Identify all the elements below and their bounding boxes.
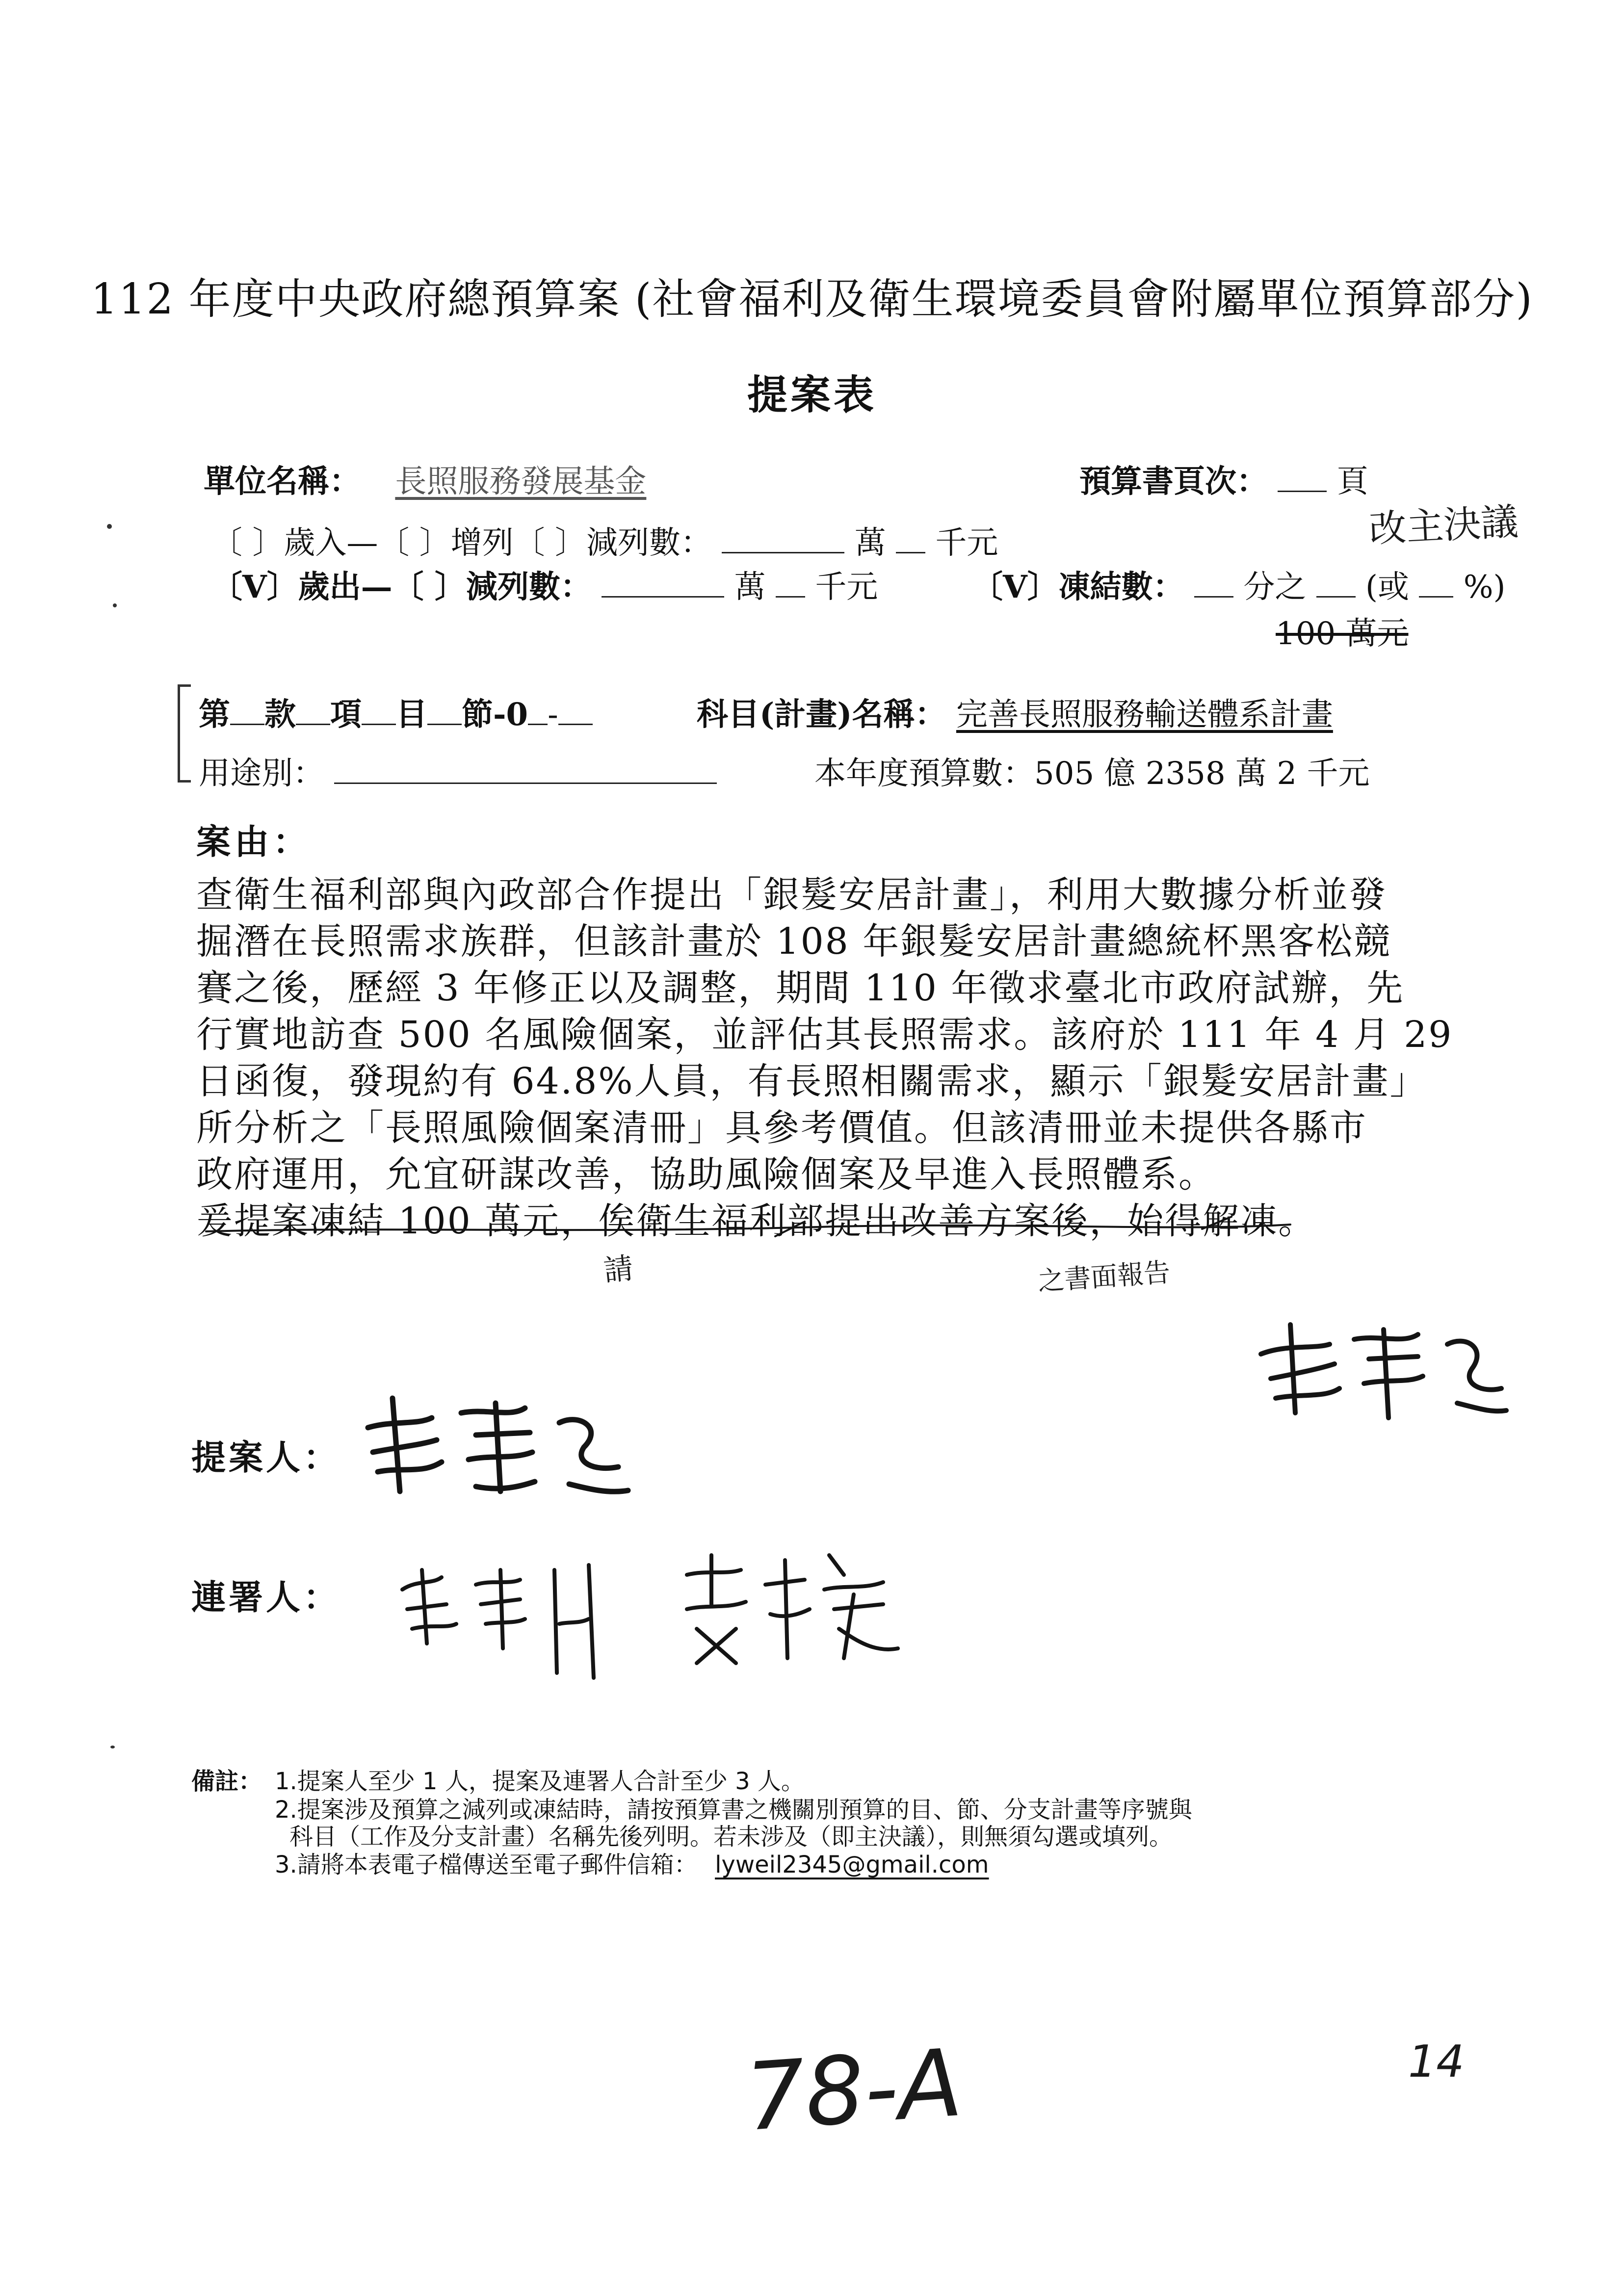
reason-line-4: 行實地訪查 500 名風險個案，並評估其長照需求。該府於 111 年 4 月 29: [196, 1014, 1453, 1056]
freeze-label: 〔V〕凍結數：: [971, 569, 1184, 605]
budget-page-blank: [1278, 464, 1327, 492]
freeze-line: [971, 562, 1505, 607]
unit-name-value: 長照服務發展基金: [395, 464, 647, 500]
note-item-2: 2.提案涉及預算之減列或凍結時，請按預算書之機關別預算的目、節、分支計畫等序號與: [275, 1796, 1192, 1824]
expense-prefix: 〔V〕歲出—〔 〕減列數：: [211, 569, 592, 605]
reason-line-1: 查衛生福利部與內政部合作提出「銀髮安居計畫」，利用大數據分析並發: [196, 874, 1387, 916]
section-mu: 目: [396, 696, 427, 733]
proposer-label: 提案人：: [191, 1437, 341, 1478]
scan-speck: [107, 524, 112, 529]
expense-unit2: 千元: [815, 569, 878, 605]
section-xiang-blank: [296, 697, 330, 725]
annual-budget-row: [814, 748, 1369, 793]
usage-label: 用途別：: [199, 756, 324, 792]
freeze-percent-open: (或: [1365, 569, 1409, 605]
scan-speck: [113, 603, 117, 607]
handwritten-insert-written-report: 之書面報告: [1037, 1256, 1172, 1297]
reason-line-6: 所分析之「長照風險個案清冊」具參考價值。但該清冊並未提供各縣市: [196, 1107, 1367, 1149]
margin-signature-image: [1256, 1315, 1511, 1433]
cosigner-signature-1-image: [393, 1550, 667, 1688]
annual-budget-label: 本年度預算數：: [814, 756, 1034, 792]
freeze-struck-amount: 100 萬元: [1276, 616, 1409, 652]
section-jie: 節-0: [462, 696, 528, 733]
handwritten-page-number: 14: [1408, 2036, 1465, 2087]
item-name-value: 完善長照服務輸送體系計畫: [956, 697, 1333, 733]
usage-row: [199, 748, 717, 793]
section-last-blank: [558, 697, 593, 725]
document-title: 112 年度中央政府總預算案 (社會福利及衛生環境委員會附屬單位預算部分): [91, 275, 1533, 324]
reason-line-3: 賽之後，歷經 3 年修正以及調整，期間 110 年徵求臺北市政府試辦，先: [196, 967, 1405, 1009]
item-name-row: [697, 689, 1333, 734]
reason-line-2: 掘潛在長照需求族群，但該計畫於 108 年銀髮安居計畫總統杯黑客松競: [196, 920, 1392, 963]
section-bracket: [178, 684, 191, 783]
section-kuan-blank: [230, 697, 264, 725]
freeze-percent-close: %): [1463, 569, 1506, 605]
expense-thousand-blank: [776, 570, 805, 598]
section-dash: -: [548, 697, 558, 733]
reason-heading: 案由：: [196, 821, 311, 862]
form-subtitle: 提案表: [747, 371, 877, 418]
cosigner-label: 連署人：: [191, 1577, 341, 1618]
note-item-3-row: [275, 1846, 989, 1879]
section-xiang: 項: [330, 696, 362, 733]
reason-line-5: 日函復，發現約有 64.8%人員，有長照相關需求，顯示「銀髮安居計畫」: [196, 1060, 1428, 1102]
budget-page-label: 預算書頁次：: [1079, 463, 1268, 500]
section-sub-blank: [528, 697, 548, 725]
expense-amount-blank: [602, 570, 724, 598]
budget-page-row: [1079, 456, 1368, 501]
reason-line-8: 爰提案凍結 100 萬元，俟衛生福利部提出改善方案後，始得解凍。: [196, 1200, 1316, 1242]
section-jie-blank: [427, 697, 462, 725]
section-di: 第: [199, 696, 230, 733]
note-item-3: 3.請將本表電子檔傳送至電子郵件信箱：: [275, 1851, 698, 1879]
revenue-amount-blank: [722, 525, 844, 553]
scan-speck: [110, 1746, 115, 1748]
budget-page-suffix: 頁: [1336, 464, 1368, 500]
note-email-link[interactable]: lyweil2345@gmail.com: [715, 1851, 989, 1879]
revenue-thousand-blank: [896, 525, 925, 553]
handwritten-resolution-note: 改主決議: [1368, 499, 1519, 551]
revenue-line: [211, 518, 998, 563]
expense-line: [211, 562, 878, 607]
freeze-numerator-blank: [1316, 570, 1356, 598]
cosigner-signature-2-image: [677, 1545, 913, 1673]
revenue-prefix: 〔 〕歲入—〔 〕增列〔 〕減列數：: [211, 525, 712, 561]
handwritten-document-code: 78-A: [742, 2028, 966, 2152]
expense-unit1: 萬: [734, 569, 766, 605]
unit-name-label: 單位名稱：: [204, 463, 361, 500]
section-mu-blank: [362, 697, 396, 725]
revenue-unit2: 千元: [935, 525, 998, 561]
section-line: [199, 689, 593, 734]
annual-budget-value: 505 億 2358 萬 2 千元: [1034, 756, 1370, 792]
note-item-2-continued: 科目（工作及分支計畫）名稱先後列明。若未涉及（即主決議），則無須勾選或填列。: [289, 1823, 1173, 1851]
handwritten-insert-please: 請: [602, 1251, 635, 1288]
note-item-1: 1.提案人至少 1 人，提案及連署人合計至少 3 人。: [275, 1768, 805, 1795]
reason-line-7: 政府運用，允宜研謀改善，協助風險個案及早進入長照體系。: [196, 1153, 1216, 1196]
freeze-denominator-blank: [1194, 570, 1233, 598]
item-name-label: 科目(計畫)名稱：: [697, 696, 946, 733]
section-kuan: 款: [264, 696, 296, 733]
proposer-signature-image: [363, 1393, 638, 1501]
freeze-fraction: 分之: [1243, 569, 1307, 605]
unit-name-row: [204, 456, 666, 501]
usage-blank: [334, 756, 717, 784]
freeze-percent-blank: [1419, 570, 1453, 598]
notes-label: 備註：: [191, 1768, 262, 1795]
revenue-unit1: 萬: [854, 525, 886, 561]
